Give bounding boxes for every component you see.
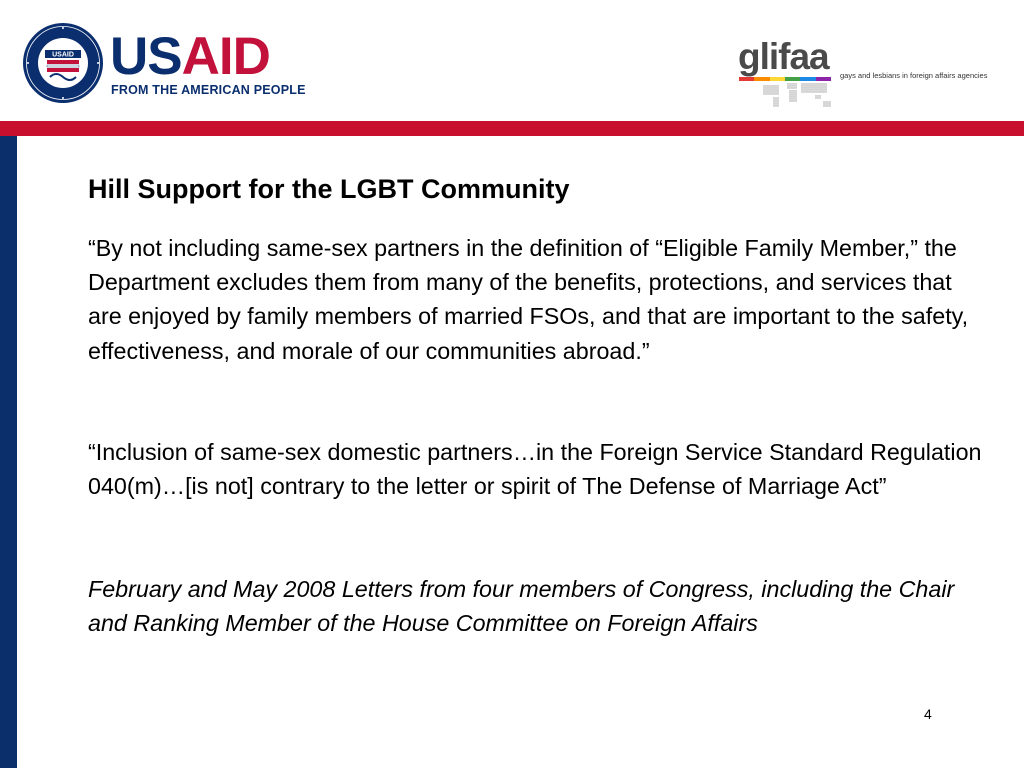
svg-text:USAID: USAID bbox=[52, 51, 74, 59]
usaid-tagline: FROM THE AMERICAN PEOPLE bbox=[111, 83, 306, 97]
usaid-wordmark-aid: AID bbox=[181, 27, 270, 86]
usaid-seal-logo bbox=[22, 22, 104, 104]
rainbow-segment bbox=[739, 77, 754, 81]
quote-inclusion-domestic-partners: “Inclusion of same-sex domestic partners…in the Foreign Service Standard Regulation 040(m)…[is not] contrary to the letter or spirit of The Defense of Marriage Act” bbox=[88, 439, 982, 500]
red-header-band bbox=[0, 121, 1024, 136]
blue-side-bar bbox=[0, 136, 17, 768]
quote-eligible-family-member: “By not including same-sex partners in the definition of “Eligible Family Member,” the Department excludes them from many of the benefits, protections, and services that are enjoyed by family members of married FSOs, and that are important to the safety, effectiveness, and morale of our communities abroad.” bbox=[88, 235, 969, 364]
usaid-wordmark bbox=[110, 27, 270, 86]
page-number: 4 bbox=[924, 706, 932, 722]
usaid-wordmark-us: US bbox=[110, 27, 182, 86]
slide-header bbox=[0, 0, 1024, 120]
glifaa-tagline: gays and lesbians in foreign affairs agencies bbox=[840, 71, 988, 80]
world-map-icon bbox=[758, 80, 840, 112]
citation: February and May 2008 Letters from four members of Congress, including the Chair and Ranking Member of the House Committee on Foreign Affairs bbox=[88, 576, 955, 637]
slide-title: Hill Support for the LGBT Community bbox=[88, 174, 570, 204]
glifaa-wordmark: glifaa bbox=[738, 36, 829, 77]
